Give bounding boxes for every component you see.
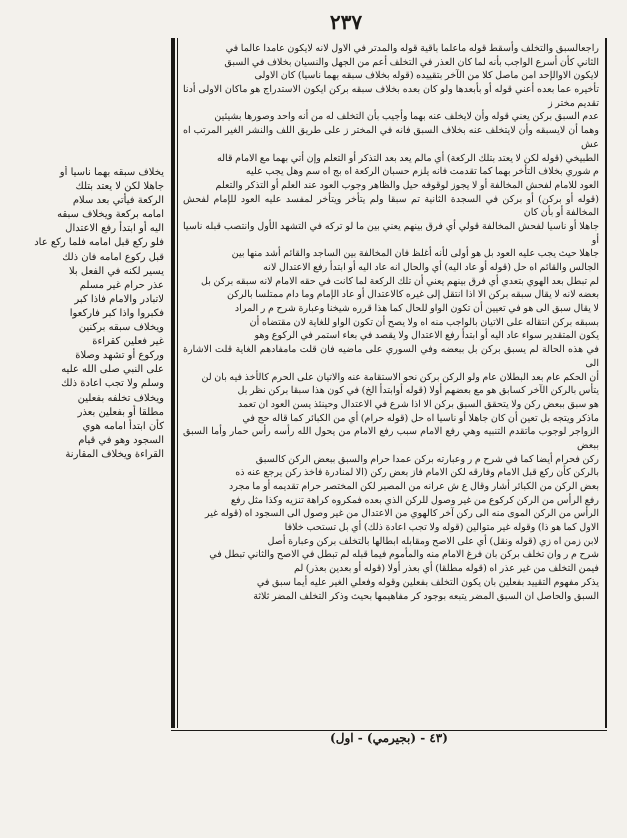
matn-line: الركعة فيأتي بعد سلام: [72, 195, 164, 207]
matn-line: كأن ابتدأ امامه هوي: [82, 420, 164, 432]
matn-line: فكبروا واذا كبر فاركعوا: [69, 307, 164, 319]
matn-line: غير فعلين كقراءة: [92, 336, 164, 348]
commentary-line: الطبيخي (قوله لكن لا يعتد بتلك الركعة) أي مالم يعد بعد التذكر أو التعلم وإن أتي بهما مع الامام قاله: [216, 152, 599, 164]
commentary-line: الجالس والقائم اه حل (قوله أو عاد اليه) أي والحال انه عاد اليه أو ابتدأ رفع الاعتدال لانه: [263, 262, 599, 273]
matn-line: مطلقا أو بفعلين بعذر: [77, 406, 164, 418]
matn-line: يخلاف سبقه بهما ناسيا أو: [59, 167, 164, 178]
commentary-line: العود للامام لفحش المخالفة أو لا يجوز لوقوفه حيل والظاهر وجوب العود عند العلم أو التذكر والتعلم: [215, 179, 599, 191]
matn-line: لاتبادر والامام فاذا كبر: [74, 293, 164, 305]
matn-line: قبل ركوع امامه فان ذلك: [62, 251, 164, 263]
commentary-line: شرح م ر وان تخلف بركن بان فرغ الامام منه والمأموم فيما قبله لم تبطل في الاصح والثاني تبطل في: [209, 549, 599, 561]
matn-line: عذر حرام غير مسلم: [79, 279, 164, 291]
commentary-line: السبق والحاصل ان السبق المضر يتبعه بوجود كر مفاهيمها بحيث وذكر التخلف المضر ثلاثة: [253, 590, 599, 602]
commentary-line: بعضه لانه لا يقال سبقه بركن الا اذا انتقل إلى غيره كالاعتدال أو عاد الإمام وما دام ممتلسا بالركن: [227, 289, 599, 301]
commentary-line: فيمن التخلف من غير عذر اه (قوله مطلقا) أي بعذر أولا (قوله أو بعدين بعذر) لم: [293, 563, 599, 575]
commentary-line: هو سبق ببعض ركن ولا يتحقق السبق بركن الا اذا شرع في الاعتدال وحينئذ يسن العود ان تعمد: [238, 398, 599, 410]
commentary-line: يذكر مفهوم التقييد بفعلين بان يكون التخلف بفعلين وقوله وفعلي الغير عليه أيما سبق في: [256, 576, 599, 588]
main-commentary-text: [181, 42, 599, 603]
matn-line: يسير لكنه في الفعل بلا: [68, 265, 164, 277]
commentary-line: الاول كما هو ذا) وقوله غير متوالين (قوله ولا تجب اعادة ذلك) أي بل تستحب خلافا: [284, 522, 599, 534]
commentary-line: أن الحكم عام بعد البطلان عام ولو الركن بركن نحو الاستقامة عنه والاتيان على الحرم كالأخذ فيه بان لن: [201, 371, 599, 383]
matn-line: جاهلا لكن لا يعتد بتلك: [75, 181, 164, 193]
commentary-line: لايكون الاوالإحد امن ماصل كلا من الآخر بتقييده (قوله بخلاف سبقه بهما ناسيا) كان الاولى: [254, 70, 599, 82]
matn-line: وركوع أو تشهد وصلاة: [75, 350, 164, 362]
commentary-line: جاهلا أو ناسيا لفحش المخالفة قولي أي فرق بينهم يعني بين ما لو تركه في التشهد الأول وانتصب قبله ناسيا أو: [183, 220, 599, 246]
commentary-line: (قوله أو بركن) أو بركن في السجدة الثانية تم سبقا ولم يتأخر ويتأخر لمفسد عليه العود للإمام لفحش المخالفة أو بأن كان: [183, 193, 599, 219]
commentary-line: راجعالسبق والتخلف وأسقط قوله ماعلما باقية قوله والمدتر في الاول لانه لايكون عامدا عالما في: [225, 43, 599, 54]
commentary-line: عدم السبق بركن يعني قوله وأن لايخلف عنه بهما وأجيب بأن التخلف له من أنه واحد وصورها بشيئين: [214, 111, 599, 123]
matn-line: السجود وهو في قيام: [78, 434, 164, 446]
matn-line: امامه بركعة ويخلاف سبقه: [57, 209, 164, 221]
matn-line: ويخلاف سبقه بركنين: [78, 322, 164, 334]
matn-line: فلو ركع قبل امامه فلما ركع عاد: [34, 237, 164, 249]
commentary-line: جاهلا حيث يجب عليه العود بل هو أولى لأنه أغلظ فان المخالفة بين الساجد والقائم أشد منها بين: [231, 248, 599, 260]
commentary-line: بعض الركن من الكبائر أشار وقال ع ش عرانه من المصير لكن المختصر حرام تقديمه أو ما مجرد: [228, 481, 599, 492]
commentary-line: يكون المتقدير سواء عاد اليه أو ابتدأ رفع الاعتدال ولا يقصد في بعاء استمر في الركوع وهو: [254, 330, 599, 342]
commentary-line: ماذكر ويتجه بل تعين أن كان جاهلا أو ناسيا اه حل (قوله حرام) أي من الكبائر كما قاله حج في: [242, 412, 599, 424]
commentary-line: الزواجر لوجوب ماتقدم التنبيه وهي رفع الامام سبب رفع الامام من يحول الله رأسه رأس حمار وأما السبق ببعض: [183, 426, 599, 451]
commentary-line: لم تبطل بعد الهوي بتعدي أي فرق بينهم يعني أن تلك الركعة لما كانت في حقه الامام لانه سبقه بركن بل: [201, 275, 599, 287]
main-commentary-frame: [171, 38, 607, 728]
commentary-line: لابن زمن اه زي (قوله ونقل) أي على الاصح ومقابله ابطالها بالتخلف بركن وعبارة أصل: [267, 535, 599, 547]
footer-signature: (٤٣ - (بجيرمي) - اول): [171, 730, 607, 749]
commentary-line: م شوري بخلاف التأخر بهما كما تقدمت فانه يلزم حسبان الركعة اه بج اه سم وهل يجب عليه: [245, 166, 599, 178]
matn-line: اليه أو ابتدأ رفع الاعتدال: [65, 223, 164, 235]
commentary-line: الثاني كأن أسرع الواجب بأنه لما كان العذر في التخلف أعم من الجهل والنسيان بخلاف في السبق: [224, 56, 599, 68]
commentary-line: لا يقال سبق الى هو في تعيين أن تكون الواو للحال كما هذا قرره شيخنا وعبارة شرح م ر المراد: [234, 303, 599, 315]
matn-line: القراءة ويخلاف المقارنة: [65, 448, 164, 460]
matn-line: وسلم ولا تجب اعادة ذلك: [61, 378, 164, 390]
commentary-line: ركن فحرام أيضا كما في شرح م ر وعبارته بركن عمدا حرام والسبق ببعض الركن كالسبق: [255, 453, 599, 465]
matn-line: على النبي صلى الله عليه: [61, 364, 164, 376]
commentary-line: في هذه الحالة لم يسبق بركن بل ببعضه وفي السوري على ماضيه فان قلت مامفادهم الغاية قلت الاشارة الى: [183, 344, 599, 369]
commentary-line: رفع الرأس من الركن كركوع من غير وصول للركن الذي بعده فمكروه كراهة تنزيه وكذا مثل رفع: [230, 494, 599, 506]
page-number: ٢٣٧: [329, 10, 363, 34]
matn-line: ويخلاف تخلفه بفعلين: [77, 392, 164, 404]
commentary-line: وهما أن لايسبقه وأن لايتخلف عنه بخلاف السبق فانه في المختر ز على طريق اللف والنشر الغير المرتب اه عش: [183, 125, 599, 150]
commentary-line: بالركن كأن ركع قبل الامام وفارقه لكن الامام فاز بعض ركن (الا لمنادرة فاخذ ركن يرجع عنه ذه: [235, 467, 599, 479]
margin-matn-text: [24, 166, 164, 586]
commentary-line: بسبقه بركن انتقاله على الاتيان بالواجب منه اه ولا يصح أن تكون الواو للغاية لان مقتضاه أن: [249, 316, 599, 328]
commentary-line: يتأس بالركن الآخر كسابق هو مع بعضهم أولا (قوله أوابتدأ الخ) في كون هذا سبقا بركن نظر بل: [237, 385, 599, 397]
commentary-line: الرأس من الركن الموى منه الى ركن آخر كالهوي من الاعتدال من غير وصول الى السجود اه (قوله غير: [204, 508, 599, 520]
commentary-line: تأخيره عما بعده أعني قوله أو بأبعدها ولو كان بعده بخلاف سبقه بركن ايكون الاستدراج هو ماكان الاولى أدنا تقديم مختر ز: [183, 84, 599, 109]
